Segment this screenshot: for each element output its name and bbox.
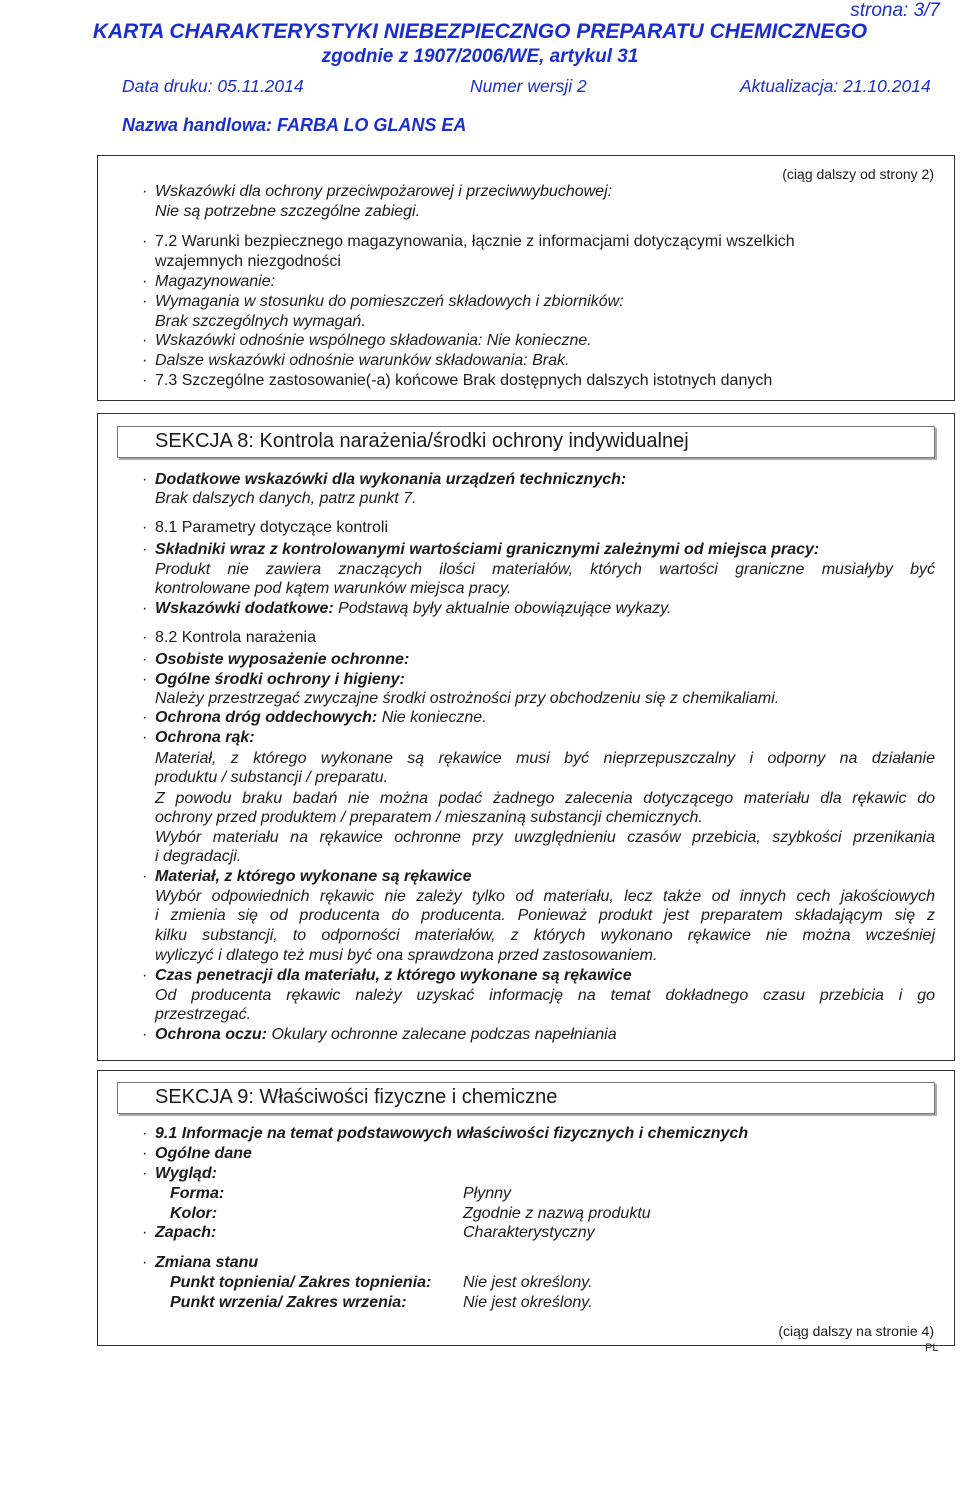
- common-storage: · Wskazówki odnośnie wspólnego składowania: Nie konieczne.: [142, 332, 592, 349]
- additional-info: · Wskazówki dodatkowe: Podstawą były aktualnie obowiązujące wykazy.: [142, 600, 672, 617]
- continued-next: (ciąg dalszy na stronie 4): [778, 1323, 934, 1339]
- fire-value: Nie są potrzebne szczególne zabiegi.: [155, 203, 421, 220]
- s73-line: · 7.3 Szczególne zastosowanie(-a) końcowe Brak dostępnych dalszych istotnych danych: [142, 372, 773, 389]
- hygiene-value: Należy przestrzegać zwyczajne środki ostrożności przy obchodzeniu się z chemikaliami.: [155, 690, 780, 707]
- requirements-value: Brak szczególnych wymagań.: [155, 313, 366, 330]
- version-number: Numer wersji 2: [470, 76, 587, 96]
- colour-value: Zgodnie z nazwą produktu: [463, 1205, 651, 1222]
- hand-protection-label: · Ochrona rąk:: [142, 729, 255, 746]
- glove-material-2: i zmienia się od producenta do producenta. Ponieważ produkt jest preparatem składającym się z: [155, 907, 935, 924]
- melting-value: Nie jest określony.: [463, 1274, 593, 1291]
- glove-material-4: wyliczyć i dlatego też musi być ona sprawdzona przed zastosowaniem.: [155, 947, 658, 964]
- components-text-1: Produkt nie zawiera znaczących ilości materiałów, których wartości graniczne musiałyby być: [155, 561, 935, 578]
- hand-text-4: ochrony przed produktem / preparatem / mieszaniną substancji chemicznych.: [155, 809, 703, 826]
- section8-header: [117, 426, 935, 458]
- glove-material-3: kilku substancji, to odporności materiałów, z których wykonano rękawice nie można wcześniej: [155, 927, 935, 944]
- print-date: Data druku: 05.11.2014: [122, 76, 304, 96]
- document-title: KARTA CHARAKTERYSTYKI NIEBEZPIECZNGO PREPARATU CHEMICZNEGO: [92, 20, 868, 43]
- s91-heading: · 9.1 Informacje na temat podstawowych właściwości fizycznych i chemicznych: [142, 1125, 749, 1142]
- s82-heading: · 8.2 Kontrola narażenia: [142, 629, 316, 646]
- general-data: · Ogólne dane: [142, 1145, 252, 1162]
- ppe-heading: · Osobiste wyposażenie ochronne:: [142, 651, 410, 668]
- odour-value: Charakterystyczny: [463, 1224, 595, 1241]
- penetration-label: · Czas penetracji dla materiału, z którego wykonane są rękawice: [142, 967, 632, 984]
- section9-title: SEKCJA 9: Właściwości fizyczne i chemiczne: [155, 1086, 558, 1108]
- odour-row: · Zapach:: [142, 1224, 217, 1241]
- hygiene-label: · Ogólne środki ochrony i higieny:: [142, 671, 405, 688]
- section8-title: SEKCJA 8: Kontrola narażenia/środki ochrony indywidualnej: [155, 430, 689, 452]
- boiling-label: Punkt wrzenia/ Zakres wrzenia:: [170, 1294, 407, 1311]
- penetration-2: przestrzegać.: [155, 1006, 252, 1023]
- fire-label: · Wskazówki dla ochrony przeciwpożarowej i przeciwwybuchowej:: [142, 183, 613, 200]
- components-text-2: kontrolowane pod kątem warunków miejsca pracy.: [155, 580, 512, 597]
- penetration-1: Od producenta rękawic należy uzyskać informację na temat dokładnego czasu przebicia i go: [155, 987, 935, 1004]
- section9-header: [117, 1082, 935, 1114]
- s72-heading-cont: wzajemnych niezgodności: [155, 253, 341, 270]
- hand-text-3: Z powodu braku badań nie można podać żadnego zalecenia dotyczącego materiału dla rękawic do: [155, 790, 935, 807]
- hand-text-5: Wybór materiału na rękawice ochronne przy uwzględnieniu czasów przebicia, szybkości przenikania: [155, 829, 935, 846]
- requirements-label: · Wymagania w stosunku do pomieszczeń składowych i zbiorników:: [142, 293, 624, 310]
- state-change-heading: · Zmiana stanu: [142, 1254, 259, 1271]
- update-date: Aktualizacja: 21.10.2014: [740, 76, 931, 96]
- hand-text-6: i degradacji.: [155, 848, 242, 865]
- eye-protection: · Ochrona oczu: Okulary ochronne zalecane podczas napełniania: [142, 1026, 617, 1043]
- components-label: · Składniki wraz z kontrolowanymi wartościami granicznymi zależnymi od miejsca pracy:: [142, 541, 820, 558]
- form-value: Płynny: [463, 1185, 512, 1202]
- continued-from: (ciąg dalszy od strony 2): [782, 166, 934, 182]
- melting-label: Punkt topnienia/ Zakres topnienia:: [170, 1274, 432, 1291]
- colour-label: Kolor:: [170, 1205, 218, 1222]
- regulation-subtitle: zgodnie z 1907/2006/WE, artykul 31: [321, 46, 639, 67]
- tech-label: · Dodatkowe wskazówki dla wykonania urządzeń technicznych:: [142, 471, 627, 488]
- respiratory-protection: · Ochrona dróg oddechowych: Nie konieczne.: [142, 709, 487, 726]
- language-code: PL: [925, 1342, 939, 1354]
- storage-heading: · Magazynowanie:: [142, 273, 276, 290]
- hand-text-2: produktu / substancji / preparatu.: [155, 769, 389, 786]
- s81-heading: · 8.1 Parametry dotyczące kontroli: [142, 519, 388, 536]
- appearance-heading: · Wygląd:: [142, 1165, 217, 1182]
- boiling-value: Nie jest określony.: [463, 1294, 593, 1311]
- s72-heading: · 7.2 Warunki bezpiecznego magazynowania, łącznie z informacjami dotyczącymi wszelkich: [142, 233, 795, 250]
- glove-material-label: · Materiał, z którego wykonane są rękawice: [142, 868, 472, 885]
- further-storage: · Dalsze wskazówki odnośnie warunków składowania: Brak.: [142, 352, 570, 369]
- form-label: Forma:: [170, 1185, 225, 1202]
- hand-text-1: Materiał, z którego wykonane są rękawice musi być nieprzepuszczalny i odporny na działanie: [155, 750, 935, 767]
- trade-name: Nazwa handlowa: FARBA LO GLANS EA: [122, 115, 467, 135]
- glove-material-1: Wybór odpowiednich rękawic nie zależy tylko od materiału, lecz także od innych cech jakościowych: [155, 888, 935, 905]
- tech-value: Brak dalszych danych, patrz punkt 7.: [155, 490, 417, 507]
- page-number: strona: 3/7: [850, 0, 940, 21]
